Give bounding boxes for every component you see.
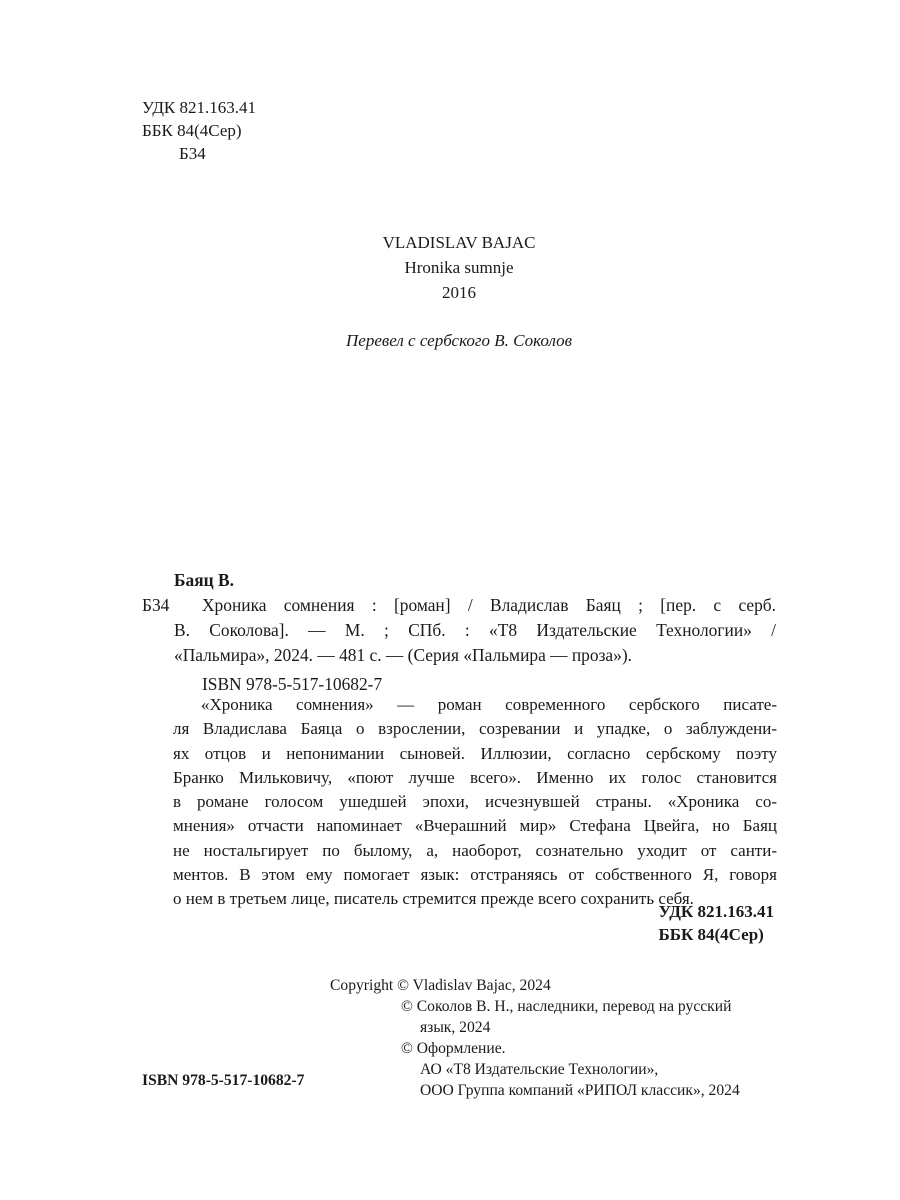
translator-credit: Перевел с сербского В. Соколов	[346, 331, 572, 350]
record-entry	[142, 593, 776, 668]
original-author: VLADISLAV BAJAC	[382, 233, 536, 252]
record-line: В. Соколова]. — М. ; СПб. : «Т8 Издательские Технологии» /	[174, 620, 776, 640]
original-year: 2016	[442, 283, 476, 302]
copyright-line: Copyright © Vladislav Bajac, 2024	[330, 977, 551, 994]
bottom-isbn: ISBN 978-5-517-10682-7	[142, 1072, 305, 1089]
annotation-line: ментов. В этом ему помогает язык: отстраняясь от собственного Я, говоря	[173, 865, 777, 885]
record-isbn: ISBN 978-5-517-10682-7	[202, 674, 383, 694]
annotation-line: «Хроника сомнения» — роман современного сербского писате-	[201, 695, 777, 714]
bibliographic-record	[142, 568, 776, 697]
original-title: Hronika sumnje	[404, 258, 514, 277]
copyright-line: ООО Группа компаний «РИПОЛ классик», 2024	[420, 1082, 740, 1099]
annotation	[173, 693, 777, 912]
record-code: Б34	[142, 595, 170, 615]
copyright-line: © Соколов В. Н., наследники, перевод на русский	[401, 998, 732, 1015]
record-heading: Баяц В.	[174, 570, 234, 590]
annotation-line: не ностальгирует по былому, а, наоборот, сознательно уходит от санти-	[173, 840, 777, 860]
bbk-code: ББК 84(4Сер)	[658, 925, 764, 944]
copyright-line: язык, 2024	[420, 1019, 491, 1036]
copyright-line: АО «Т8 Издательские Технологии»,	[420, 1061, 659, 1078]
udk-code: УДК 821.163.41	[658, 902, 774, 921]
record-line: Хроника сомнения : [роман] / Владислав Баяц ; [пер. с серб.	[202, 595, 776, 615]
annotation-line: о нем в третьем лице, писатель стремится прежде всего сохранить себя.	[173, 889, 694, 909]
annotation-line: Бранко Мильковичу, «поют лучше всего». Именно их голос становится	[173, 767, 777, 787]
record-line: «Пальмира», 2024. — 481 с. — (Серия «Пальмира — проза»).	[174, 645, 632, 665]
annotation-line: в романе голосом ушедшей эпохи, исчезнувшей страны. «Хроника со-	[173, 792, 777, 812]
annotation-line: мнения» отчасти напоминает «Вчерашний мир» Стефана Цвейга, но Баяц	[173, 816, 777, 836]
classification-block	[142, 96, 256, 165]
copyright-block	[330, 975, 780, 1101]
annotation-line: ях отцов и непонимании сыновей. Иллюзии, согласно сербскому поэту	[173, 743, 777, 763]
bbk-code: ББК 84(4Сер)	[142, 121, 242, 140]
author-mark: Б34	[179, 144, 206, 163]
copyright-line: © Оформление.	[401, 1040, 506, 1057]
original-edition-block	[0, 230, 900, 305]
annotation-line: ля Владислава Баяца о взрослении, созревании и упадке, о заблуждени-	[173, 719, 777, 739]
right-classification	[658, 900, 774, 946]
udk-code: УДК 821.163.41	[142, 98, 257, 117]
